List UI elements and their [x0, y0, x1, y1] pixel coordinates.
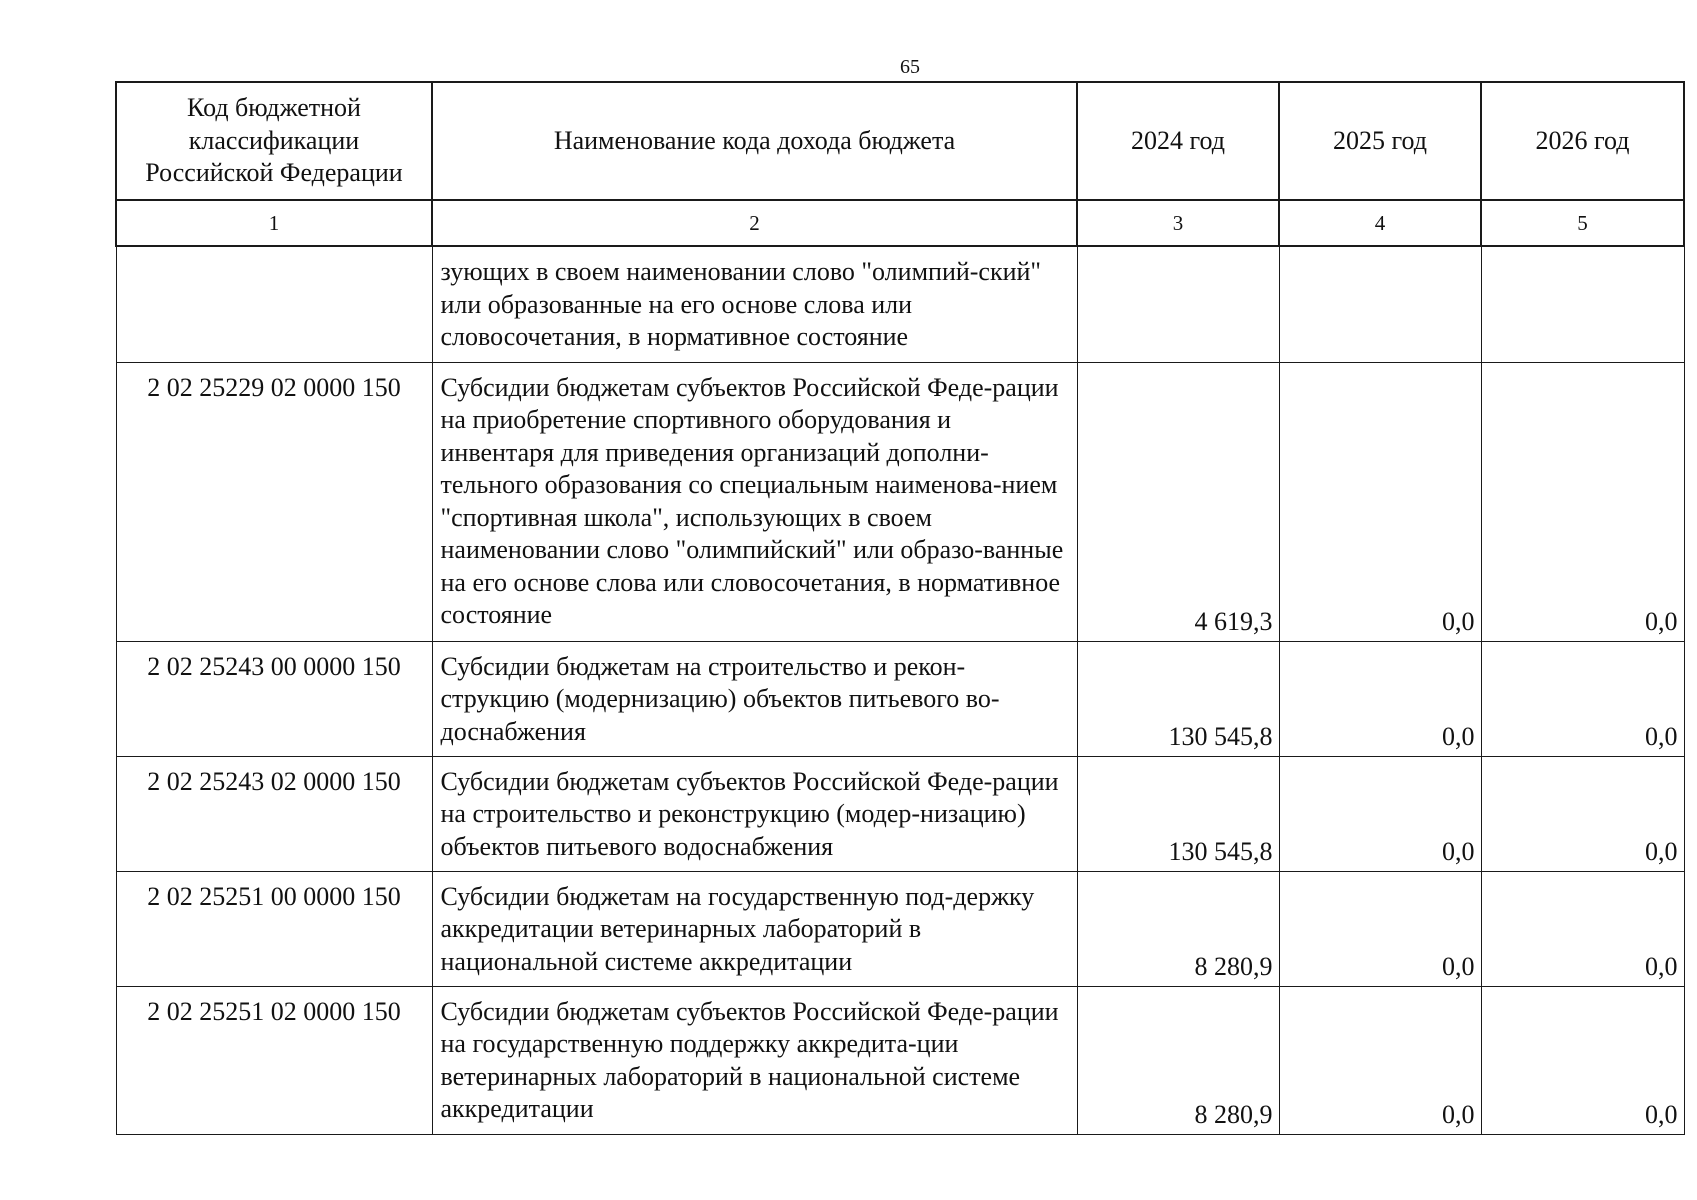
row-value-2025: 0,0: [1279, 641, 1481, 756]
row-value-2026: 0,0: [1481, 362, 1684, 641]
row-value-2026: [1481, 246, 1684, 362]
row-value-2026: 0,0: [1481, 871, 1684, 986]
header-2024: 2024 год: [1077, 82, 1279, 200]
row-value-2026: 0,0: [1481, 641, 1684, 756]
page-number: 65: [900, 56, 920, 78]
row-value-2025: 0,0: [1279, 756, 1481, 871]
table-row: [116, 641, 1684, 756]
header-2026: 2026 год: [1481, 82, 1684, 200]
row-name: Субсидии бюджетам субъектов Российской Феде-рации на приобретение спортивного оборудования и инвентаря для приведения организаций дополни-тельного образования со специальным наименова-нием "спортивная школа", использующих в своем наименовании слово "олимпийский" или образо-ванные на его основе слова или словосочетания, в нормативное состояние: [432, 362, 1077, 641]
row-code: 2 02 25243 00 0000 150: [116, 641, 432, 756]
table-row: [116, 756, 1684, 871]
row-name: Субсидии бюджетам субъектов Российской Феде-рации на строительство и реконструкцию (модер-низацию) объектов питьевого водоснабжения: [432, 756, 1077, 871]
row-code: 2 02 25251 00 0000 150: [116, 871, 432, 986]
row-name: Субсидии бюджетам на строительство и рекон-струкцию (модернизацию) объектов питьевого во-доснабжения: [432, 641, 1077, 756]
table-row: [116, 986, 1684, 1134]
row-name: Субсидии бюджетам на государственную под-держку аккредитации ветеринарных лабораторий в национальной системе аккредитации: [432, 871, 1077, 986]
table-header-row: [116, 82, 1684, 200]
row-value-2024: 8 280,9: [1077, 871, 1279, 986]
table-row: [116, 871, 1684, 986]
table-row: [116, 246, 1684, 362]
table-row: [116, 362, 1684, 641]
row-value-2026: 0,0: [1481, 986, 1684, 1134]
row-code: 2 02 25243 02 0000 150: [116, 756, 432, 871]
header-code: Код бюджетной классификации Российской Федерации: [116, 82, 432, 200]
row-value-2024: 4 619,3: [1077, 362, 1279, 641]
row-code: [116, 246, 432, 362]
row-code: 2 02 25229 02 0000 150: [116, 362, 432, 641]
column-number: 2: [432, 200, 1077, 246]
row-name: Субсидии бюджетам субъектов Российской Феде-рации на государственную поддержку аккредита-ции ветеринарных лабораторий в национальной системе аккредитации: [432, 986, 1077, 1134]
header-name: Наименование кода дохода бюджета: [432, 82, 1077, 200]
budget-revenue-table: [115, 81, 1685, 1135]
row-value-2026: 0,0: [1481, 756, 1684, 871]
row-value-2024: 130 545,8: [1077, 641, 1279, 756]
row-value-2025: 0,0: [1279, 871, 1481, 986]
column-number: 4: [1279, 200, 1481, 246]
column-number: 5: [1481, 200, 1684, 246]
row-value-2025: 0,0: [1279, 362, 1481, 641]
column-number: 1: [116, 200, 432, 246]
row-value-2024: [1077, 246, 1279, 362]
header-2025: 2025 год: [1279, 82, 1481, 200]
column-number: 3: [1077, 200, 1279, 246]
row-code: 2 02 25251 02 0000 150: [116, 986, 432, 1134]
row-name: зующих в своем наименовании слово "олимпий-ский" или образованные на его основе слова или словосочетания, в нормативное состояние: [432, 246, 1077, 362]
row-value-2024: 130 545,8: [1077, 756, 1279, 871]
row-value-2025: 0,0: [1279, 986, 1481, 1134]
row-value-2024: 8 280,9: [1077, 986, 1279, 1134]
row-value-2025: [1279, 246, 1481, 362]
column-number-row: [116, 200, 1684, 246]
